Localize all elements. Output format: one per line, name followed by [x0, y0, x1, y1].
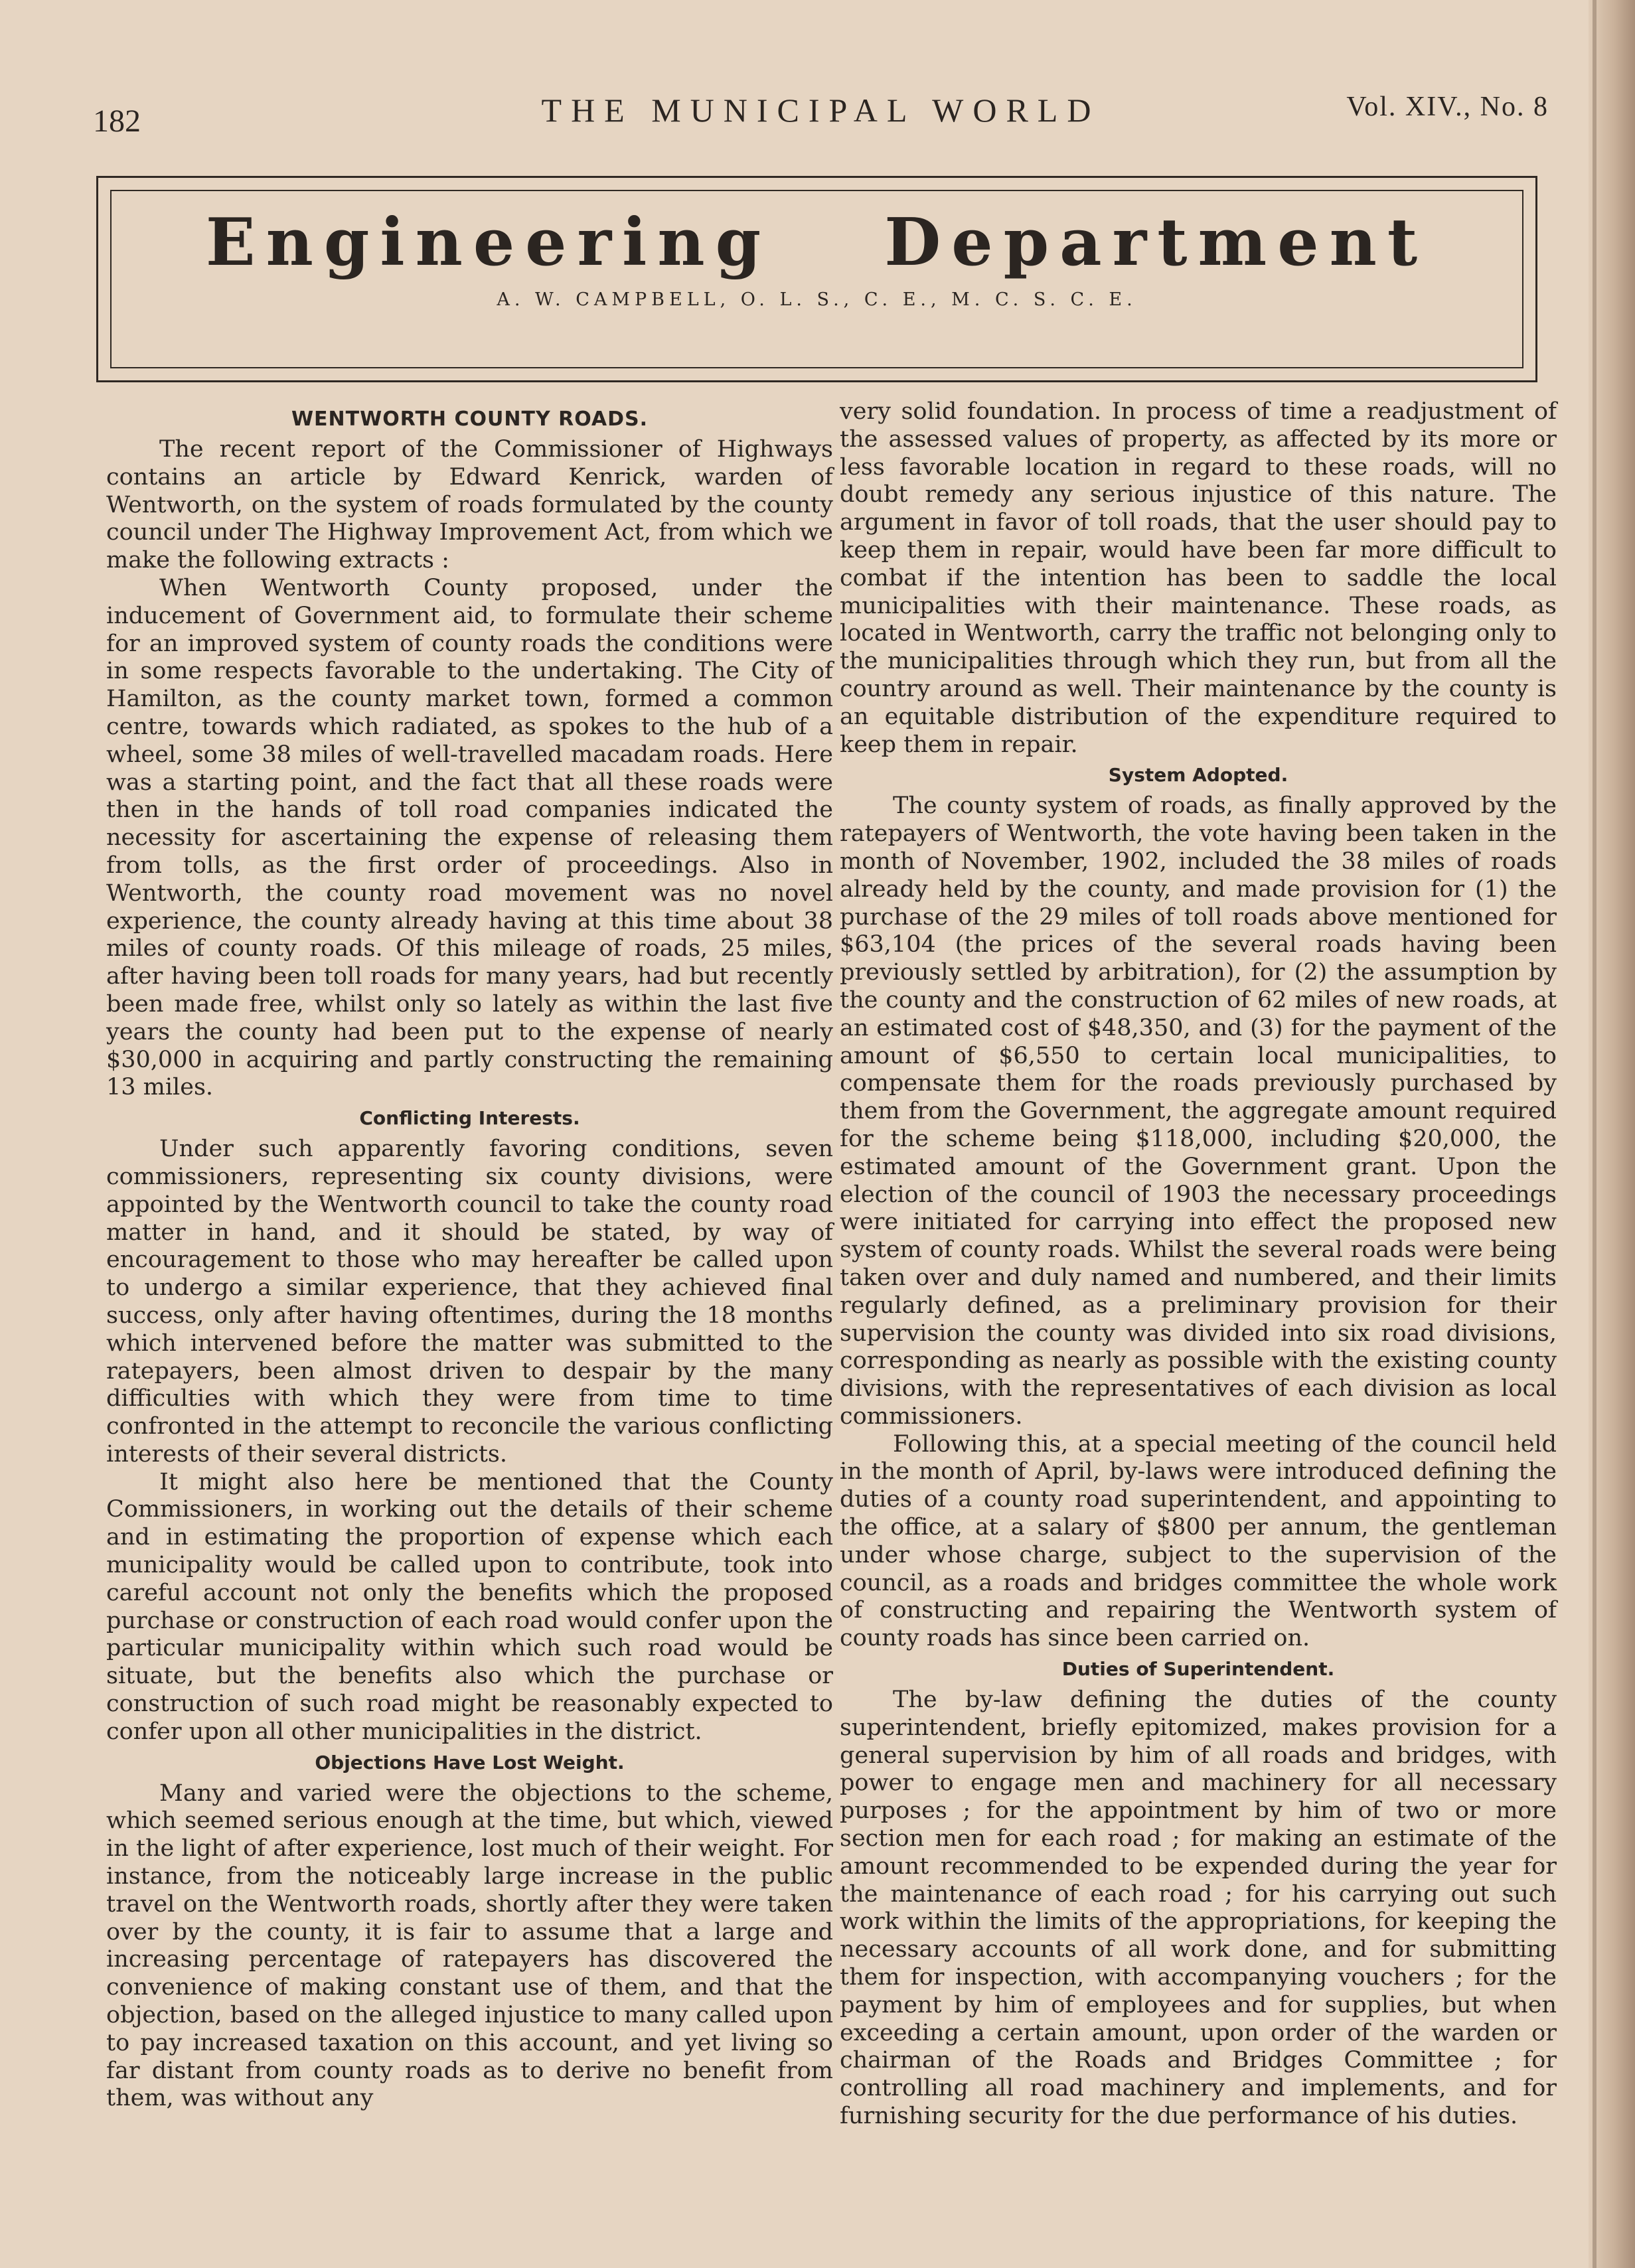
paragraph: When Wentworth County proposed, under the inducement of Government aid, to formulate their scheme for an improved system of county roads the conditions were in some respects favorable to the undertaking. The City of Hamilton, as the county market town, formed a common centre, towards which radiated, as spokes to the hub of a wheel, some 38 miles of well-travelled macadam roads. Here was a starting point, and the fact that all these roads were then in the hands of toll road companies indicated the necessity for ascertaining the expense of releasing them from tolls, as the first order of proceedings. Also in Wentworth, the county road movement was no novel experience, the county already having at this time about 38 miles of county roads. Of this mileage of roads, 25 miles, after having been toll roads for many years, had but recently been made free, whilst only so lately as within the last five years the county had been put to the expense of nearly $30,000 in acquiring and partly constructing the remaining 13 miles.	[106, 574, 833, 1101]
section-heading: Objections Have Lost Weight.	[315, 1751, 625, 1774]
issue-number: Vol. XIV., No. 8	[1346, 92, 1549, 122]
right-column	[840, 398, 1557, 2131]
paragraph: Following this, at a special meeting of the council held in the month of April, by-laws were introduced defining the duties of a county road superintendent, and appointing to the office, at a salary of $800 per annum, the gentleman under whose charge, subject to the supervision of the council, as a roads and bridges committee the whole work of constructing and repairing the Wentworth system of county roads has since been carried on.	[840, 1430, 1557, 1652]
paragraph: very solid foundation. In process of time a readjustment of the assessed values of property, as affected by its more or less favorable location in regard to these roads, will no doubt remedy any serious injustice of this nature. The argument in favor of toll roads, that the user should pay to keep them in repair, would have been far more difficult to combat if the intention has been to saddle the local municipalities with their maintenance. These roads, as located in Wentworth, carry the traffic not belonging only to the municipalities through which they run, but from all the country around as well. Their maintenance by the county is an equitable distribution of the expenditure required to keep them in repair.	[840, 398, 1557, 758]
department-banner	[96, 176, 1537, 382]
page-number: 182	[93, 104, 141, 139]
paragraph: It might also here be mentioned that the County Commissioners, in working out the details of their scheme and in estimating the proportion of expense which each municipality would be called upon to contribute, took into careful account not only the benefits which the proposed purchase or construction of each road would confer upon the particular municipality within which such road would be situate, but the benefits also which the purchase or construction of such road might be reasonably expected to confer upon all other municipalities in the district.	[106, 1468, 833, 1745]
journal-title: THE MUNICIPAL WORLD	[541, 92, 1101, 129]
section-heading: Duties of Superintendent.	[1061, 1658, 1335, 1681]
paragraph: The recent report of the Commissioner of Highways contains an article by Edward Kenrick, warden of Wentworth, on the system of roads formulated by the county council under The Highway Improvement Act, from which we make the following extracts :	[106, 436, 833, 574]
running-header	[93, 83, 1549, 139]
page-binding-shadow	[1593, 0, 1596, 2268]
paragraph: The by-law defining the duties of the county superintendent, briefly epitomized, makes provision for a general supervision by him of all roads and bridges, with power to engage men and machinery for all necessary purposes ; for the appointment by him of two or more section men for each road ; for making an estimate of the amount recommended to be expended during the year for the maintenance of each road ; for his carrying out such work within the limits of the appropriations, for keeping the necessary accounts of all work done, and for submitting them for inspection, with accompanying vouchers ; for the payment by him of employees and for supplies, but when exceeding a certain amount, upon order of the warden or chairman of the Roads and Bridges Committee ; for controlling all road machinery and implements, and for furnishing security for the due performance of his duties.	[840, 1687, 1557, 2130]
department-author: A. W. CAMPBELL, O. L. S., C. E., M. C. S. C. E.	[497, 289, 1137, 310]
department-title: Engineering Department	[205, 204, 1429, 281]
article-title: WENTWORTH COUNTY ROADS.	[291, 408, 649, 431]
section-heading: Conflicting Interests.	[359, 1107, 580, 1130]
left-column	[106, 398, 833, 2113]
paragraph: The county system of roads, as finally approved by the ratepayers of Wentworth, the vote having been taken in the month of November, 1902, included the 38 miles of roads already held by the county, and made provision for (1) the purchase of the 29 miles of toll roads above mentioned for $63,104 (the prices of the several roads having been previously settled by arbitration), for (2) the assumption by the county and the construction of 62 miles of new roads, at an estimated cost of $48,350, and (3) for the payment of the amount of $6,550 to certain local municipalities, to compensate them for the roads previously purchased by them from the Government, the aggregate amount required for the scheme being $118,000, including $20,000, the estimated amount of the Government grant. Upon the election of the council of 1903 the necessary proceedings were initiated for carrying into effect the proposed new system of county roads. Whilst the several roads were being taken over and duly named and numbered, and their limits regularly defined, as a preliminary provision for their supervision the county was divided into six road divisions, corresponding as nearly as possible with the existing county divisions, with the representatives of each division as local commissioners.	[840, 793, 1557, 1430]
paragraph: Many and varied were the objections to the scheme, which seemed serious enough at the time, but which, viewed in the light of after experience, lost much of their weight. For instance, from the noticeably large increase in the public travel on the Wentworth roads, shortly after they were taken over by the county, it is fair to assume that a large and increasing percentage of ratepayers has discovered the convenience of making constant use of them, and that the objection, based on the alleged injustice to many called upon to pay increased taxation on this account, and yet living so far distant from county roads as to derive no benefit from them, was without any	[106, 1779, 833, 2112]
paragraph: Under such apparently favoring conditions, seven commissioners, representing six county divisions, were appointed by the Wentworth council to take the county road matter in hand, and it should be stated, by way of encouragement to those who may hereafter be called upon to undergo a similar experience, that they achieved final success, only after having oftentimes, during the 18 months which intervened before the matter was submitted to the ratepayers, been almost driven to despair by the many difficulties with which they were from time to time confronted in the attempt to reconcile the various conflicting interests of their several districts.	[106, 1136, 833, 1468]
section-heading: System Adopted.	[1108, 764, 1288, 787]
